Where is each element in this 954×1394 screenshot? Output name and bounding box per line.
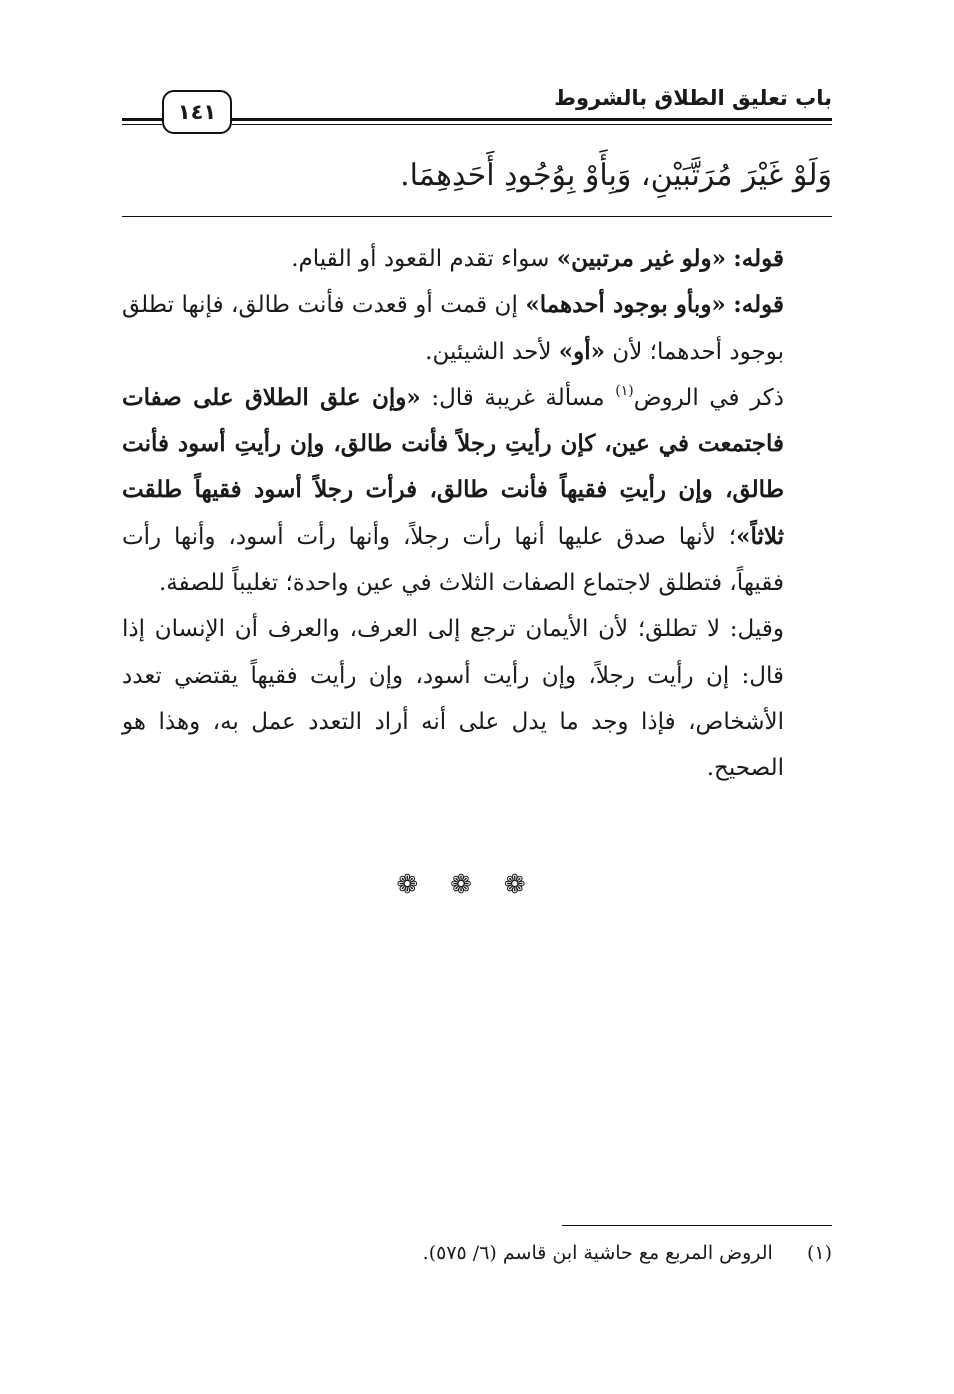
paragraph-3-text: ؛ لأنها صدق عليها أنها رأت رجلاً، وأنها رأت أسود، وأنها رأت فقيهاً، فتطلق لاجتماع الصفات الثلاث في عين واحدة؛ تغليباً للصفة. [122,523,784,597]
section-separator-ornament: ❁❁❁ [396,870,558,900]
paragraph-1-quote: «ولو غير مرتبين» [556,245,726,272]
paragraph-2-text: إن قمت أو قعدت فأنت طالق، فإنها تطلق بوجود أحدهما؛ لأن [122,292,784,365]
matn-text: وَلَوْ غَيْرَ مُرَتَّبَيْنِ، وَبِأَوْ بِوُجُودِ أَحَدِهِمَا. [400,158,832,193]
paragraph-2 [122,282,832,375]
paragraph-3-start: ذكر في الروض [633,384,784,411]
paragraph-1-text: سواء تقدم القعود أو القيام. [291,246,557,272]
header-rule-left-thin [122,124,162,125]
paragraph-1-label: قوله: [733,245,784,272]
commentary-body [122,236,832,792]
running-header-title: باب تعليق الطلاق بالشروط [554,86,832,110]
footnote-text: الروض المربع مع حاشية ابن قاسم (٦/ ٥٧٥). [422,1242,773,1264]
paragraph-3 [122,375,832,606]
paragraph-2-label: قوله: [733,291,784,319]
matn-separator-rule [122,216,832,217]
page-number [162,90,232,134]
page-number-text: ١٤١ [177,100,217,124]
footnote [423,1238,832,1268]
footnote-number: (١) [806,1242,832,1264]
paragraph-1 [122,236,832,282]
paragraph-4: وقيل: لا تطلق؛ لأن الأيمان ترجع إلى العرف، والعرف أن الإنسان إذا قال: إن رأيت رجلاً، وإن رأيت أسود، وإن رأيت فقيهاً يقتضي تعدد الأشخاص، فإذا وجد ما يدل على أنه أراد التعدد عمل به، وهذا هو الصحيح. [122,616,784,782]
paragraph-2-end: لأحد الشيئين. [425,338,559,365]
footnote-reference[interactable]: (١) [615,382,634,399]
paragraph-3-quote: «وإن علق الطلاق على صفات فاجتمعت في عين، كإن رأيتِ رجلاً فأنت طالق، وإن رأيتِ أسود فأنت طالق، وإن رأيتِ فقيهاً فأنت طالق، فرأت رجلاً أسود فقيهاً طلقت ثلاثاً» [122,383,784,550]
footnote-rule [562,1225,832,1226]
paragraph-2-quote: «وبأو بوجود أحدهما» [525,291,726,319]
header-rule [232,118,832,121]
paragraph-3-mid: مسألة غريبة قال: [420,384,616,411]
header-rule-thin [232,124,832,125]
paragraph-2-quote-2: «أو» [558,337,605,365]
header-rule-left [122,118,162,121]
